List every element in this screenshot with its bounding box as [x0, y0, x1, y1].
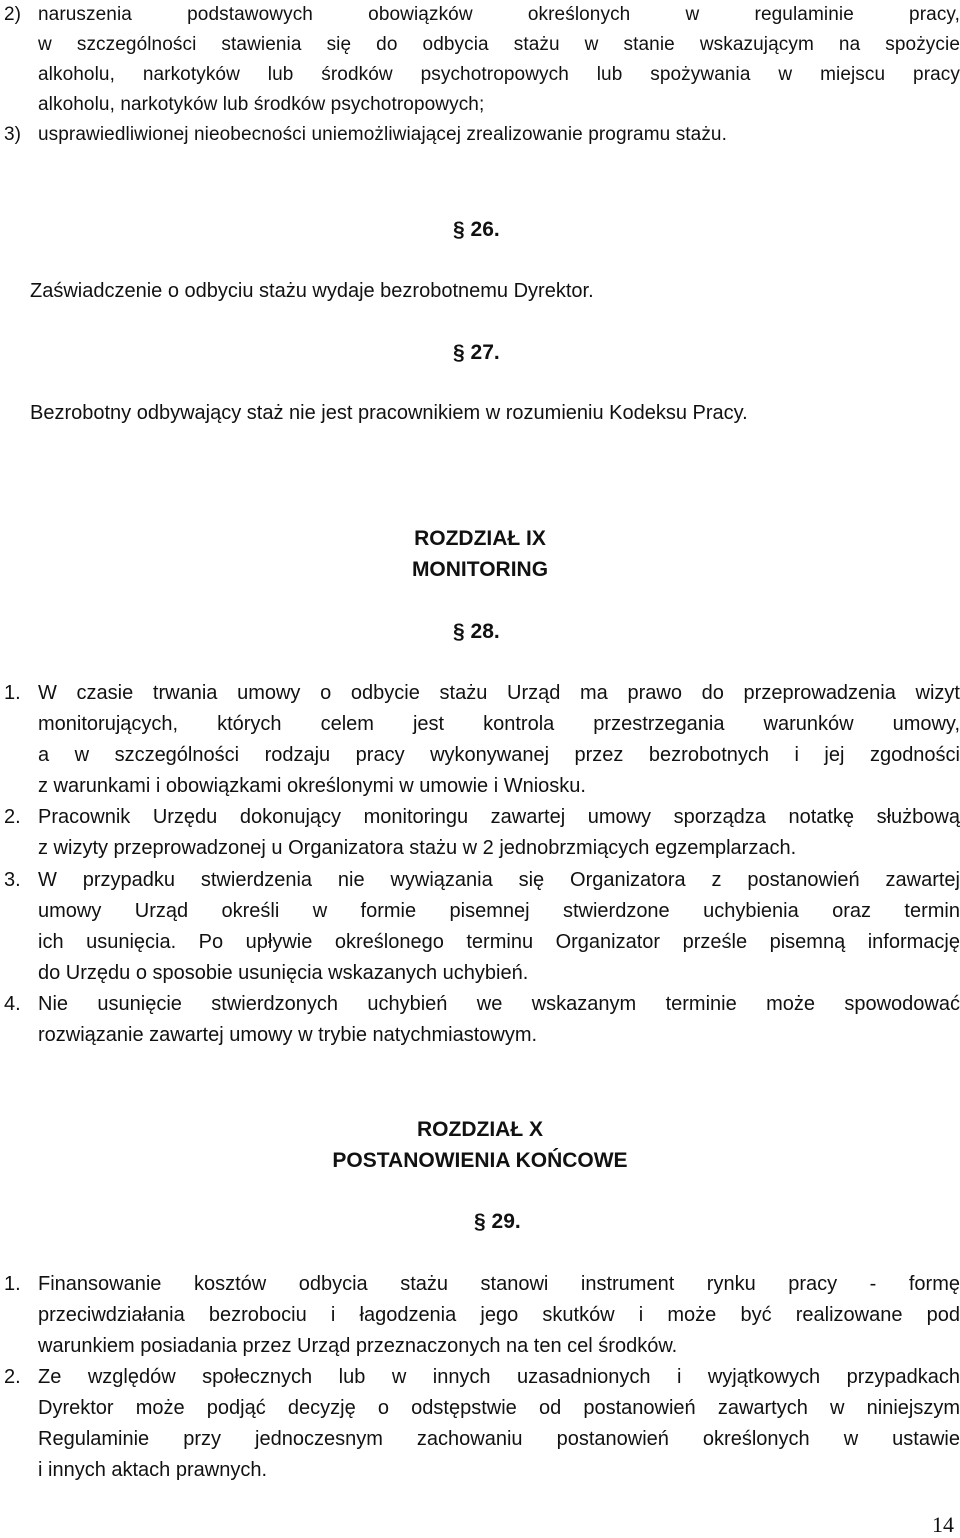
list-item-number: 3. — [4, 869, 21, 891]
section-heading: § 28. — [453, 620, 500, 643]
page-number: 14 — [932, 1512, 954, 1537]
list-item-text: Nie usunięcie stwierdzonych uchybień we wskazanym terminie może spowodować rozwiązanie zawartej umowy w trybie natychmiastowym. — [38, 993, 960, 1046]
section-text: Bezrobotny odbywający staż nie jest pracownikiem w rozumieniu Kodeksu Pracy. — [30, 402, 748, 424]
list-item-text: Pracownik Urzędu dokonujący monitoringu zawartej umowy sporządza notatkę służbową z wizyty przeprowadzonej u Organizatora stażu w 2 jednobrzmiących egzemplarzach. — [38, 806, 960, 859]
list-item-number: 1. — [4, 1273, 21, 1295]
list-item-number: 2) — [4, 4, 22, 25]
list-item-text: Finansowanie kosztów odbycia stażu stanowi instrument rynku pracy - formę przeciwdziałania bezrobociu i łagodzenia jego skutków i może być realizowane pod warunkiem posiadania przez Urząd przeznaczonych na ten cel środków. — [38, 1273, 960, 1357]
list-item-number: 4. — [4, 993, 21, 1015]
section-heading: § 27. — [453, 341, 500, 364]
list-item-text: W przypadku stwierdzenia nie wywiązania się Organizatora z postanowień zawartej umowy Urząd określi w formie pisemnej stwierdzone uchybienia oraz termin ich usunięcia. Po upływie określonego terminu Organizator prześle pisemną informację do Urzędu o sposobie usunięcia wskazanych uchybień. — [38, 869, 960, 984]
list-item-number: 3) — [4, 124, 22, 145]
list-item-text: Ze względów społecznych lub w innych uzasadnionych i wyjątkowych przypadkach Dyrektor może podjąć decyzję o odstępstwie od postanowień zawartych w niniejszym Regulaminie przy jednoczesnym zachowaniu postanowień określonych w ustawie i innych aktach prawnych. — [38, 1366, 960, 1481]
chapter-heading: ROZDZIAŁ X — [417, 1118, 543, 1141]
list-item-number: 1. — [4, 682, 21, 704]
list-item-number: 2. — [4, 806, 21, 828]
chapter-title: POSTANOWIENIA KOŃCOWE — [332, 1149, 628, 1172]
list-item-text: W czasie trwania umowy o odbycie stażu Urząd ma prawo do przeprowadzenia wizyt monitorujących, których celem jest kontrola przestrzegania warunków umowy, a w szczególności rodzaju pracy wykonywanej przez bezrobotnych i jej zgodności z warunkami i obowiązkami określonymi w umowie i Wniosku. — [38, 682, 960, 797]
list-item-number: 2. — [4, 1366, 21, 1388]
section-heading: § 26. — [453, 218, 500, 241]
list-item-text: naruszenia podstawowych obowiązków określonych w regulaminie pracy, w szczególności stawienia się do odbycia stażu w stanie wskazującym na spożycie alkoholu, narkotyków lub środków psychotropowych lub spożywania w miejscu pracy alkoholu, narkotyków lub środków psychotropowych; — [38, 4, 960, 115]
chapter-title: MONITORING — [411, 558, 549, 581]
chapter-heading: ROZDZIAŁ IX — [414, 527, 546, 550]
section-heading: § 29. — [474, 1210, 521, 1233]
section-text: Zaświadczenie o odbyciu stażu wydaje bezrobotnemu Dyrektor. — [30, 280, 594, 302]
list-item-text: usprawiedliwionej nieobecności uniemożliwiającej zrealizowanie programu stażu. — [38, 124, 727, 145]
